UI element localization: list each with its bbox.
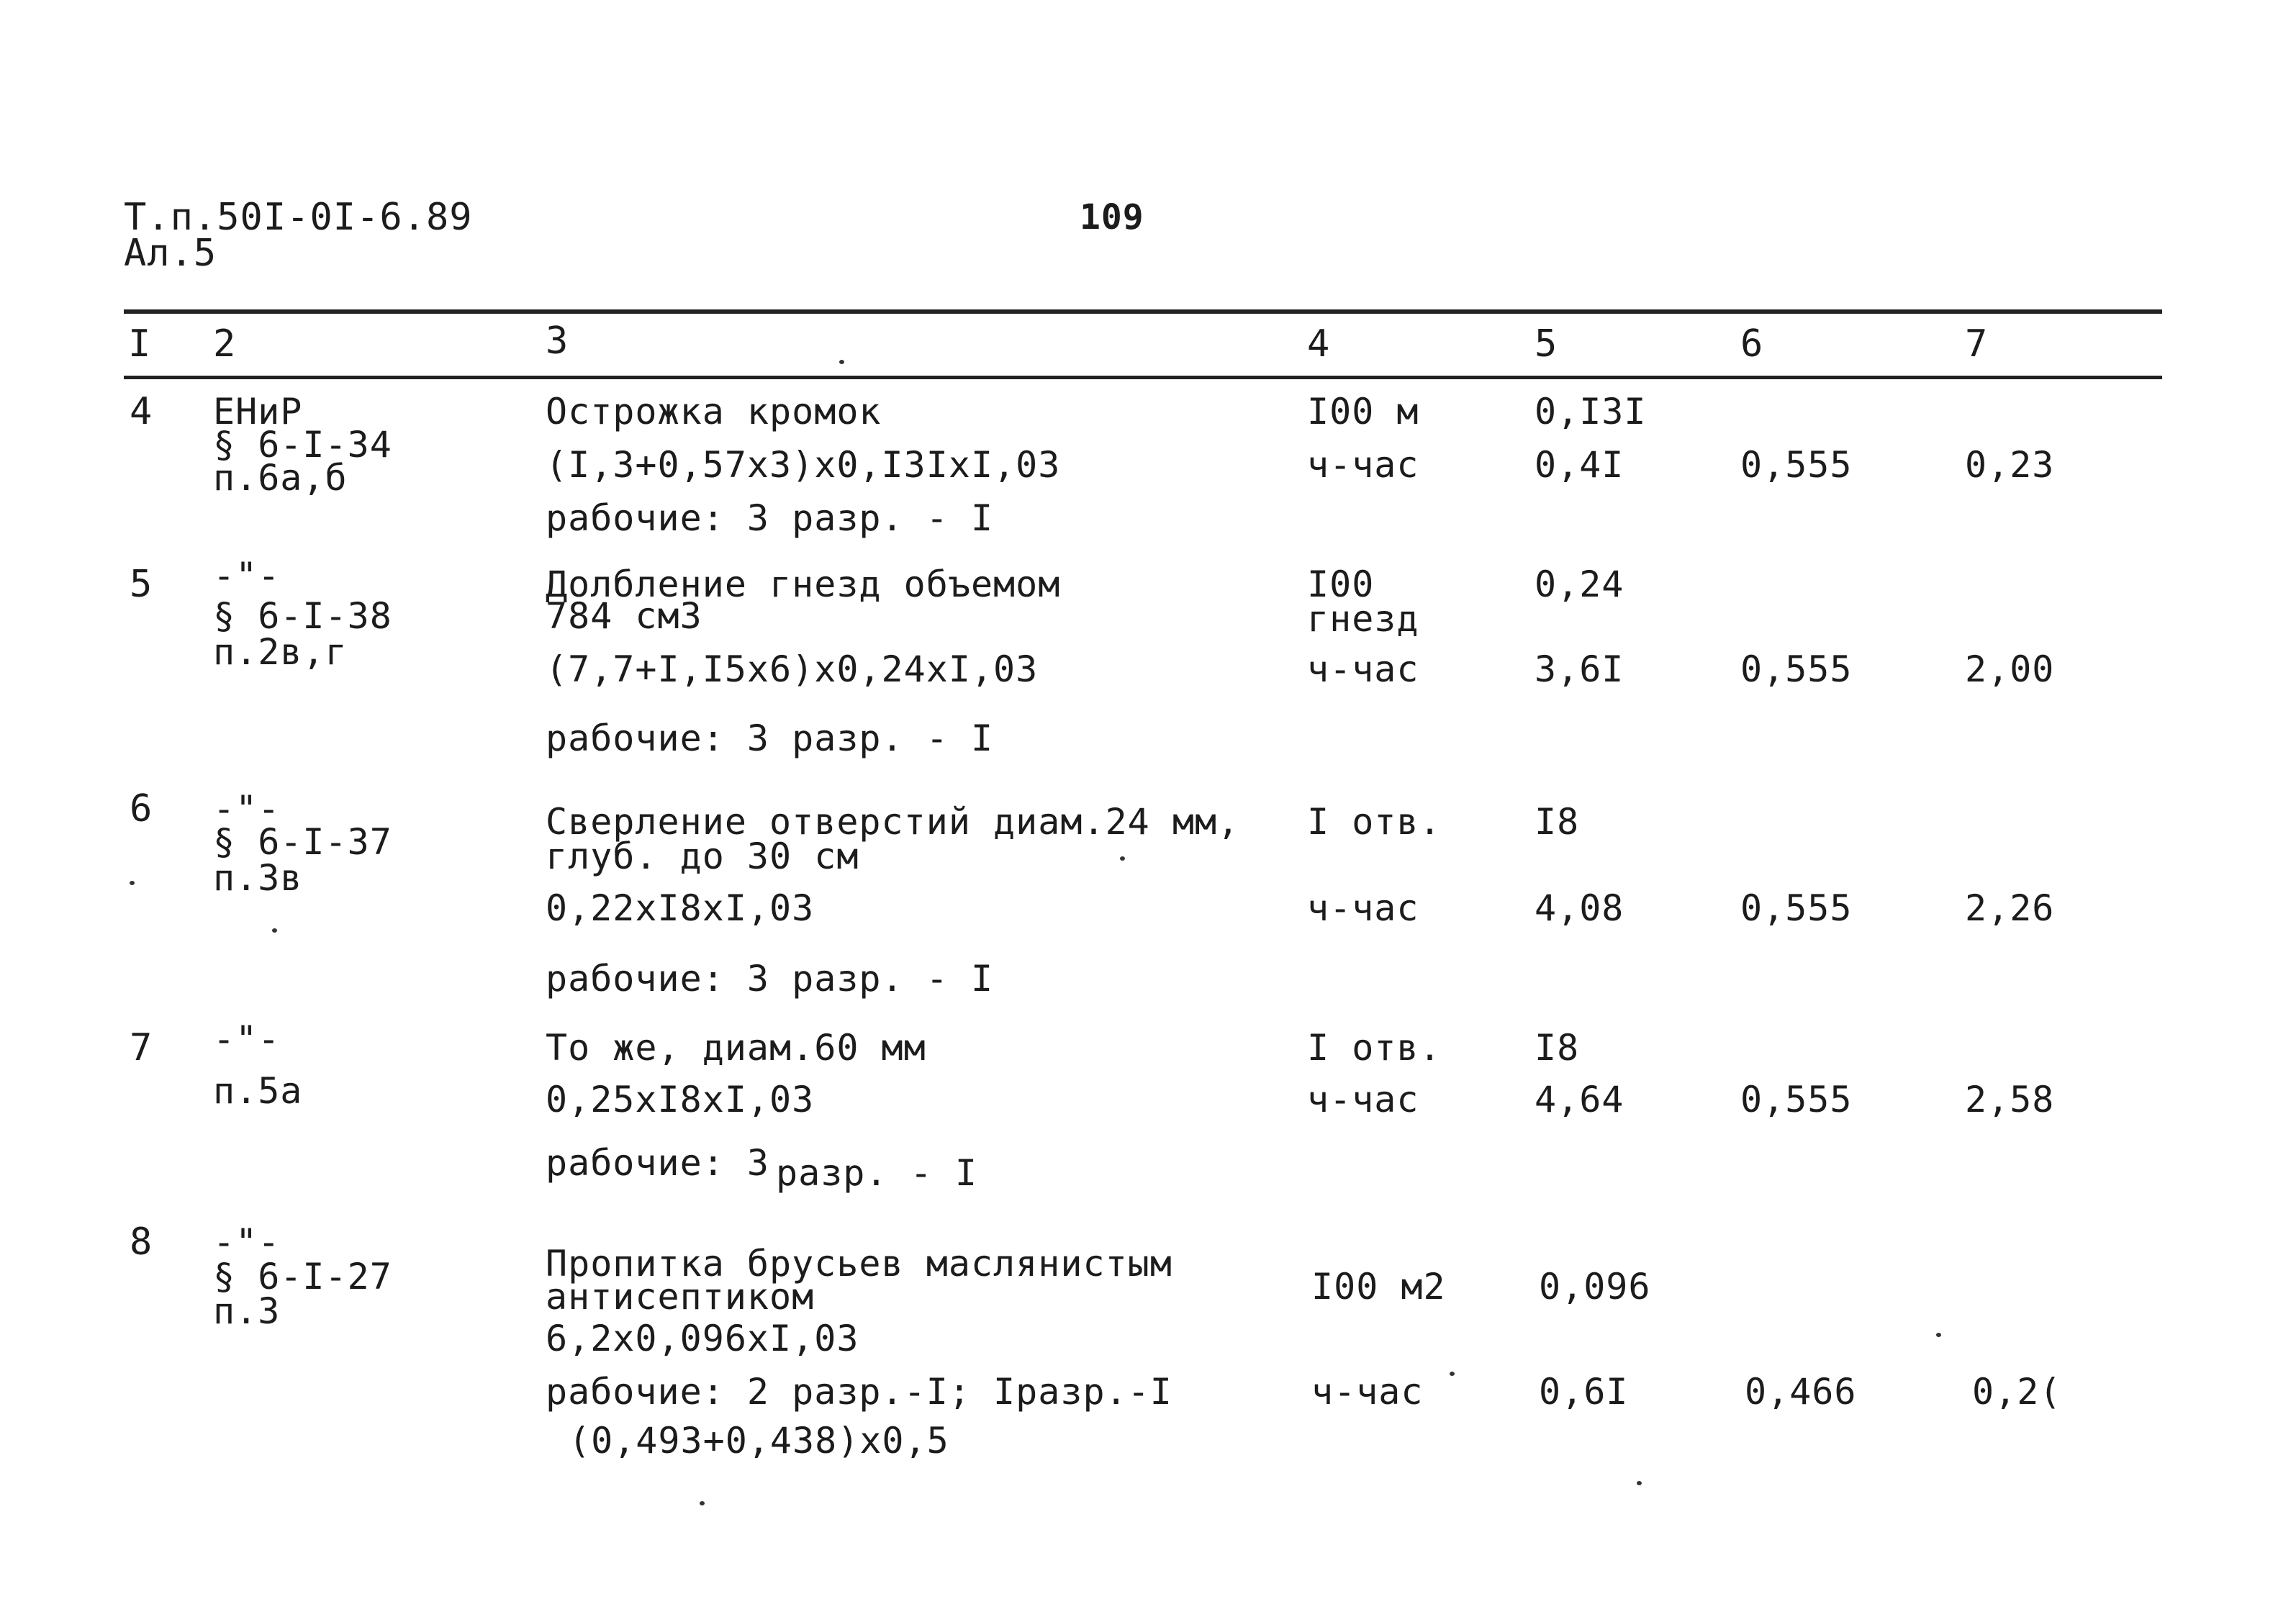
quantity: 0,I3I bbox=[1535, 391, 1647, 432]
norm-reference: п.2в,г bbox=[213, 631, 348, 673]
norm-reference: -"- bbox=[213, 788, 281, 830]
table-header-rule bbox=[124, 376, 2162, 379]
work-description: 784 см3 bbox=[546, 595, 702, 637]
workers: разр. - I bbox=[776, 1152, 977, 1194]
cost: 0,23 bbox=[1965, 444, 2055, 486]
rate: 0,466 bbox=[1745, 1371, 1857, 1413]
work-description: антисептиком bbox=[546, 1276, 815, 1318]
column-header-6: 6 bbox=[1740, 322, 1764, 366]
unit: I отв. bbox=[1307, 1027, 1442, 1069]
quantity: 0,096 bbox=[1539, 1266, 1651, 1308]
work-description: Сверление отверстий диам.24 мм, bbox=[546, 801, 1240, 843]
calc-unit: ч-час bbox=[1307, 648, 1419, 690]
column-header-5: 5 bbox=[1535, 322, 1558, 366]
page-number: 109 bbox=[1080, 197, 1144, 237]
cost: 2,26 bbox=[1965, 887, 2055, 929]
work-description: глуб. до 30 см bbox=[546, 835, 859, 877]
norm-reference: -"- bbox=[213, 1221, 281, 1263]
cost: 0,2( bbox=[1972, 1371, 2062, 1413]
column-header-3: 3 bbox=[546, 320, 569, 363]
rate: 0,555 bbox=[1740, 444, 1853, 486]
workers: рабочие: 2 разр.-I; Iразр.-I bbox=[546, 1371, 1172, 1413]
row-number: 8 bbox=[130, 1220, 153, 1264]
unit: I00 м2 bbox=[1311, 1266, 1446, 1308]
scan-speck bbox=[700, 1501, 705, 1505]
album-number: Ал.5 bbox=[124, 232, 217, 275]
scan-speck bbox=[1120, 856, 1125, 861]
calc-unit: ч-час bbox=[1307, 1079, 1419, 1120]
scan-speck bbox=[130, 881, 135, 885]
norm-reference: п.5а bbox=[213, 1070, 303, 1112]
calculation: 0,22хI8хI,03 bbox=[546, 887, 815, 929]
rate: 0,555 bbox=[1740, 648, 1853, 690]
quantity: 0,24 bbox=[1535, 563, 1624, 605]
labor-hours: 0,4I bbox=[1535, 444, 1624, 486]
document-code: Т.п.50I-0I-6.89 bbox=[124, 196, 473, 239]
norm-reference: § 6-I-34 bbox=[213, 424, 392, 466]
norm-reference: п.3в bbox=[213, 857, 303, 899]
cost: 2,58 bbox=[1965, 1079, 2055, 1120]
rate: 0,555 bbox=[1740, 1079, 1853, 1120]
unit: I00 м bbox=[1307, 391, 1419, 432]
work-description: Долбление гнезд объемом bbox=[546, 563, 1061, 605]
scan-speck bbox=[1637, 1481, 1642, 1485]
norm-reference: § 6-I-27 bbox=[213, 1256, 392, 1297]
row-number: 6 bbox=[130, 787, 153, 830]
norm-reference: п.3 bbox=[213, 1290, 281, 1332]
calculation: 0,25хI8хI,03 bbox=[546, 1079, 815, 1120]
norm-reference: -"- bbox=[213, 1018, 281, 1060]
norm-reference: § 6-I-38 bbox=[213, 595, 392, 637]
quantity: I8 bbox=[1535, 1027, 1580, 1069]
unit: гнезд bbox=[1307, 598, 1419, 640]
calculation: (7,7+I,I5х6)х0,24хI,03 bbox=[546, 648, 1039, 690]
calculation: (I,3+0,57х3)х0,I3IхI,03 bbox=[546, 444, 1061, 486]
scan-speck bbox=[839, 360, 844, 364]
column-header-4: 4 bbox=[1307, 322, 1331, 366]
work-description: Острожка кромок bbox=[546, 391, 882, 432]
scan-speck bbox=[1450, 1372, 1455, 1376]
calculation: 6,2х0,096хI,03 bbox=[546, 1318, 859, 1359]
norm-reference: § 6-I-37 bbox=[213, 821, 392, 863]
column-header-1: I bbox=[128, 322, 152, 366]
workers: рабочие: 3 bbox=[546, 1142, 770, 1184]
row-number: 5 bbox=[130, 563, 153, 606]
calc-unit: ч-час bbox=[1307, 444, 1419, 486]
quantity: I8 bbox=[1535, 801, 1580, 843]
scan-speck bbox=[1936, 1333, 1941, 1337]
row-number: 4 bbox=[130, 390, 153, 433]
unit: I00 bbox=[1307, 563, 1375, 605]
column-header-7: 7 bbox=[1965, 322, 1989, 366]
labor-hours: 4,08 bbox=[1535, 887, 1624, 929]
table-top-rule bbox=[124, 309, 2162, 314]
column-header-2: 2 bbox=[213, 322, 237, 366]
workers: рабочие: 3 разр. - I bbox=[546, 717, 994, 759]
norm-reference: ЕНиР bbox=[213, 391, 303, 432]
norm-reference: -"- bbox=[213, 555, 281, 597]
scan-speck bbox=[272, 928, 277, 933]
workers-calculation: (0,493+0,438)х0,5 bbox=[569, 1420, 949, 1462]
cost: 2,00 bbox=[1965, 648, 2055, 690]
rate: 0,555 bbox=[1740, 887, 1853, 929]
calc-unit: ч-час bbox=[1311, 1371, 1424, 1413]
labor-hours: 4,64 bbox=[1535, 1079, 1624, 1120]
workers: рабочие: 3 разр. - I bbox=[546, 958, 994, 1000]
workers: рабочие: 3 разр. - I bbox=[546, 497, 994, 539]
unit: I отв. bbox=[1307, 801, 1442, 843]
labor-hours: 3,6I bbox=[1535, 648, 1624, 690]
row-number: 7 bbox=[130, 1026, 153, 1069]
norm-reference: п.6а,б bbox=[213, 457, 348, 499]
work-description: Пропитка брусьев маслянистым bbox=[546, 1243, 1172, 1285]
labor-hours: 0,6I bbox=[1539, 1371, 1629, 1413]
work-description: То же, диам.60 мм bbox=[546, 1027, 926, 1069]
calc-unit: ч-час bbox=[1307, 887, 1419, 929]
